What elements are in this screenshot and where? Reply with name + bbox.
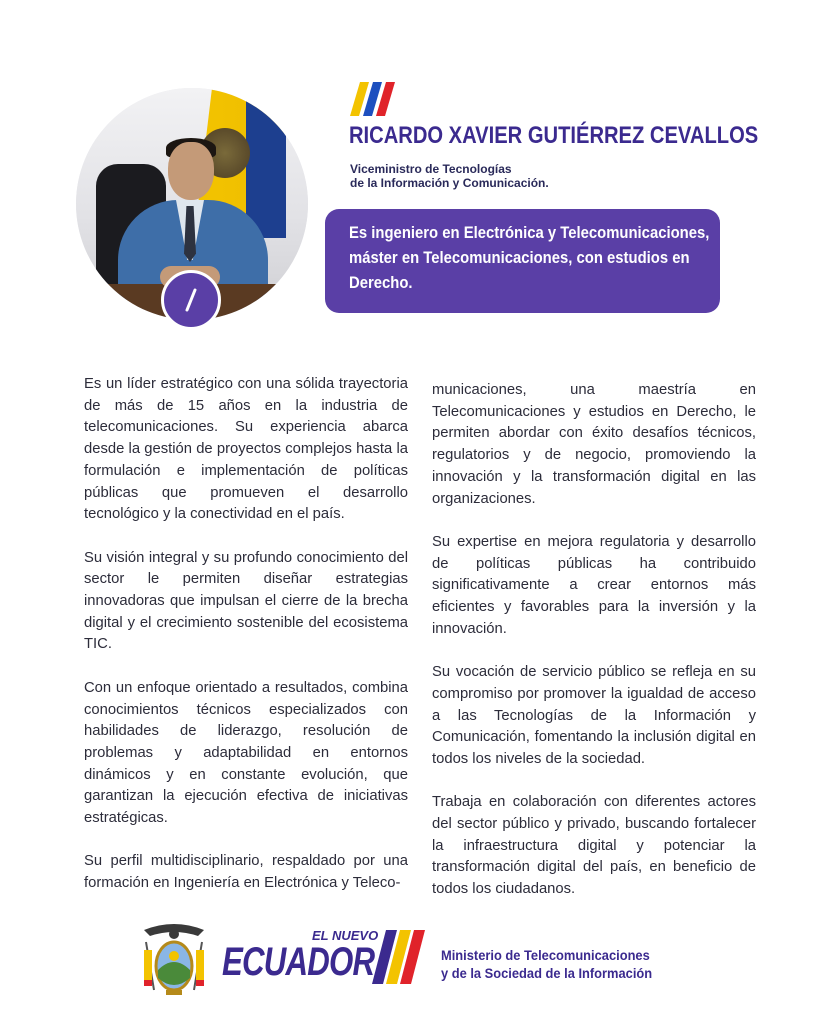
person-name: RICARDO XAVIER GUTIÉRREZ CEVALLOS	[349, 122, 759, 149]
right-column	[432, 380, 756, 901]
paragraph: Su perfil multidisciplinario, respaldado por una formación en Ingeniería en Electrónica y Teleco-	[84, 853, 408, 892]
logo-main-text: ECUADOR	[222, 940, 375, 984]
paragraph: Es un líder estratégico con una sólida trayectoria de más de 15 años en la industria de telecomunicaciones. Su experiencia abarca desde la gestión de proyectos complejos hasta la formulación e implementación de políticas públicas que promueven el desarrollo tecnológico y la conectividad en el país.	[84, 376, 408, 523]
el-nuevo-ecuador-logo	[222, 928, 432, 988]
paragraph: Con un enfoque orientado a resultados, combina conocimientos técnicos especializados con habilidades de liderazgo, resolución de problemas y adaptabilidad en entornos dinámicos y en constante evolución, que garantizan la ejecución efectiva de iniciativas estratégicas.	[84, 679, 408, 827]
left-column	[84, 374, 408, 895]
logo-small-text: EL NUEVO	[312, 928, 379, 943]
ministry-line-1: Ministerio de Telecomunicaciones	[441, 947, 650, 963]
paragraph: municaciones, una maestría en Telecomunicaciones y estudios en Derecho, le permiten abordar con éxito desafíos técnicos, regulatorios y de negocio, promoviendo la innovación y la transformación digital en las organizaciones.	[432, 382, 756, 507]
ministry-line-2: y de la Sociedad de la Información	[441, 965, 653, 981]
paragraph: Su visión integral y su profundo conocimiento del sector le permiten diseñar estrategias innovadoras que impulsan el cierre de la brecha digital y el crecimiento sostenible del ecosistema TIC.	[84, 549, 408, 653]
person-role	[350, 162, 549, 190]
footer	[0, 914, 819, 1004]
summary-box	[325, 209, 720, 313]
ministry-name	[441, 946, 652, 982]
paragraph: Su vocación de servicio público se refleja en su compromiso por promover la igualdad de acceso a las Tecnologías de la Información y Comunicación, fomentando la inclusión digital en todos los niveles de la sociedad.	[432, 664, 756, 767]
paragraph: Su expertise en mejora regulatoria y desarrollo de políticas públicas ha contribuido significativamente a crear entornos más eficientes y favorables para la inversión y la innovación.	[432, 533, 756, 637]
summary-text: Es ingeniero en Electrónica y Telecomunicaciones, máster en Telecomunicaciones, con estudios en Derecho.	[349, 224, 710, 292]
slash-badge-icon	[161, 270, 221, 330]
paragraph: Trabaja en colaboración con diferentes actores del sector público y privado, buscando fortalecer la infraestructura digital y potenciar la transformación digital del país, en beneficio de todos los ciudadanos.	[432, 794, 756, 898]
logo-stripes-icon	[372, 930, 426, 984]
role-line-2: de la Información y Comunicación.	[350, 176, 549, 190]
brand-stripes-icon	[350, 82, 400, 116]
role-line-1: Viceministro de Tecnologías	[350, 162, 512, 176]
coat-of-arms-icon	[140, 920, 208, 996]
